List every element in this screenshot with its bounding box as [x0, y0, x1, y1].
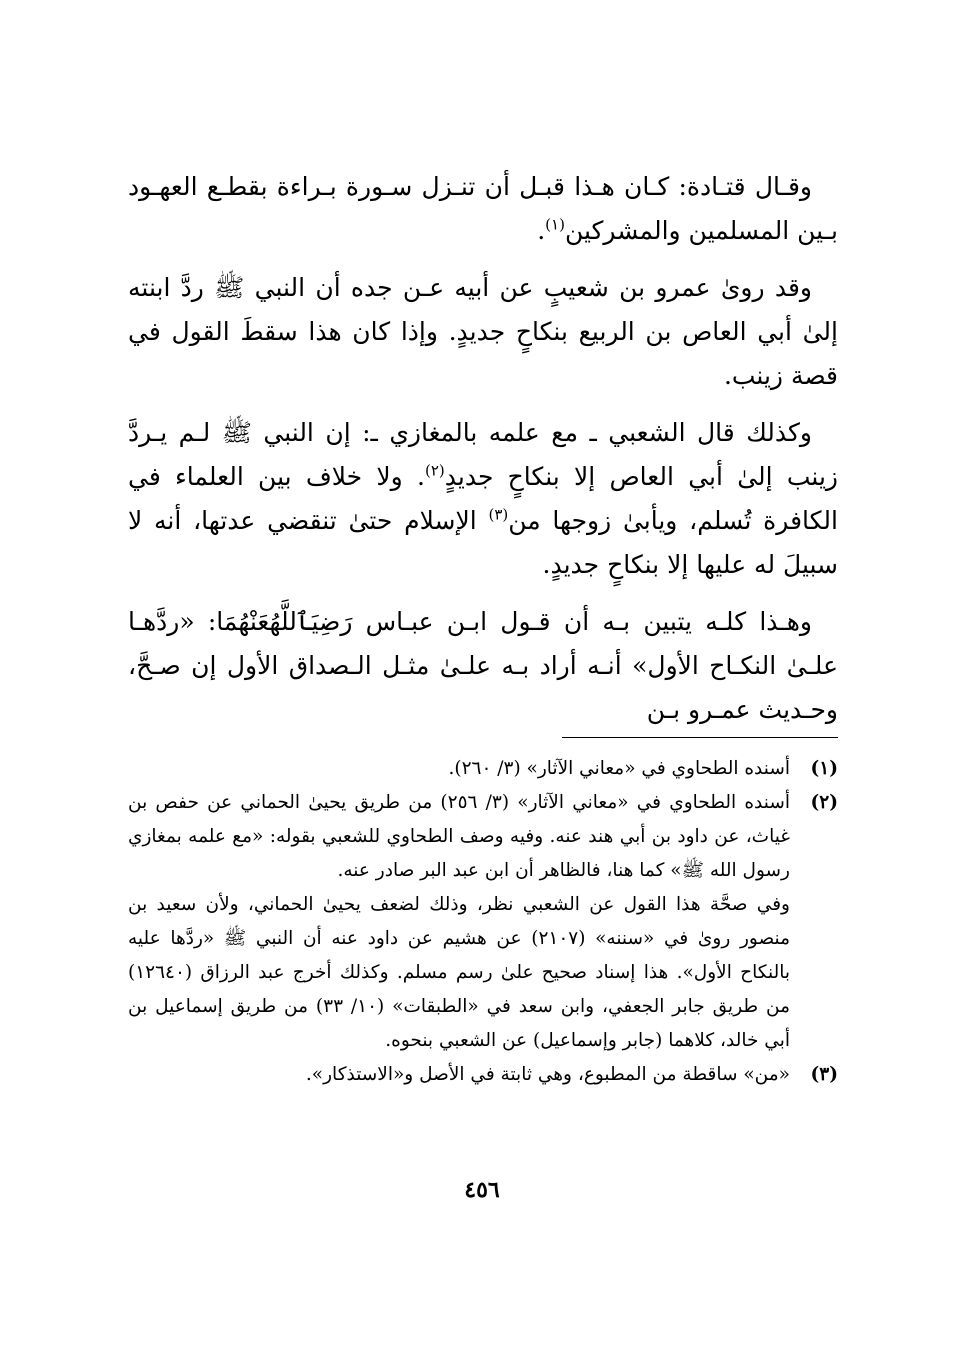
- footnote-ref-3[interactable]: (٣): [488, 505, 509, 524]
- footnote-ref-2[interactable]: (٢): [424, 461, 445, 480]
- paragraph-3: [128, 411, 838, 587]
- paragraph-1-end: .: [537, 216, 546, 245]
- footnote-line: أسنده الطحاوي في «معاني الآثار» (٣/ ٢٦٠).: [448, 758, 790, 779]
- footnote-number: (٣): [810, 1064, 838, 1085]
- footnote-divider: [562, 737, 838, 738]
- footnote-1: [128, 752, 838, 786]
- paragraph-3-text: وكذلك قال الشعبي ـ مع علمه بالمغازي ـ: إن النبي ﷺ لـم يـردَّ زينب إلىٰ أبي العاص إلا بنكاحٍ جديدٍ: [128, 418, 838, 491]
- paragraph-1: [128, 165, 838, 253]
- paragraph-3-end: الإسلام حتىٰ تنقضي عدتها، أنه لا سبيلَ له عليها إلا بنكاحٍ جديدٍ.: [128, 506, 838, 579]
- footnote-2: [128, 786, 838, 1058]
- footnote-body: [128, 1058, 790, 1092]
- paragraph-4: [128, 600, 838, 732]
- footnote-number: (١): [810, 758, 838, 779]
- footnote-number: (٢): [810, 792, 838, 813]
- main-text: [128, 165, 838, 745]
- footnote-body: [128, 786, 790, 1058]
- paragraph-2: [128, 266, 838, 398]
- footnote-line: «من» ساقطة من المطبوع، وهي ثابتة في الأصل و«الاستذكار».: [305, 1064, 790, 1085]
- footnote-body: [128, 752, 790, 786]
- footnotes: [128, 752, 838, 1092]
- paragraph-2-text: وقد روىٰ عمرو بن شعيبٍ عن أبيه عـن جده أن النبي ﷺ ردَّ ابنته إلىٰ أبي العاص بن الربيع بنكاحٍ جديدٍ. وإذا كان هذا سقطَ القول في قصة زينب.: [128, 273, 838, 390]
- paragraph-3-middle: . ولا خلاف بين العلماء في الكافرة تُسلم، ويأبىٰ زوجها من: [128, 462, 838, 535]
- footnote-line: وفي صحَّة هذا القول عن الشعبي نظر، وذلك لضعف يحيىٰ الحماني، ولأن سعيد بن منصور روىٰ في «سننه» (٢١٠٧) عن هشيم عن داود عنه أن النبي ﷺ «ردَّها عليه بالنكاح الأول». هذا إسناد صحيح علىٰ رسم مسلم. وكذلك أخرج عبد الرزاق (١٢٦٤٠) من طريق جابر الجعفي، وابن سعد في «الطبقات» (١٠/ ٣٣) من طريق إسماعيل بن أبي خالد، كلاهما (جابر وإسماعيل) عن الشعبي بنحوه.: [128, 894, 791, 1051]
- paragraph-4-text: وهـذا كلـه يتبين بـه أن قـول ابـن عبـاس رَضِيَٱللَّهُعَنْهُمَا: «ردَّهـا علـىٰ النكـاح الأول» أنـه أراد بـه علـىٰ مثـل الـصداق الأول إن صـحَّ، وحـديث عمـرو بـن: [128, 607, 838, 724]
- paragraph-1-text: وقـال قتـادة: كـان هـذا قبـل أن تنـزل سـورة بـراءة بقطـع العهـود بـين المسلمين والمشركين: [128, 172, 838, 245]
- footnote-3: [128, 1058, 838, 1092]
- footnote-ref-1[interactable]: (١): [545, 215, 565, 234]
- footnote-line: أسنده الطحاوي في «معاني الآثار» (٣/ ٢٥٦) من طريق يحيىٰ الحماني عن حفص بن غياث، عن داود بن أبي هند عنه. وفيه وصف الطحاوي للشعبي بقوله: «مع علمه بمغازي رسول الله ﷺ» كما هنا، فالظاهر أن ابن عبد البر صادر عنه.: [128, 792, 790, 881]
- page-number: ٤٥٦: [464, 1177, 500, 1203]
